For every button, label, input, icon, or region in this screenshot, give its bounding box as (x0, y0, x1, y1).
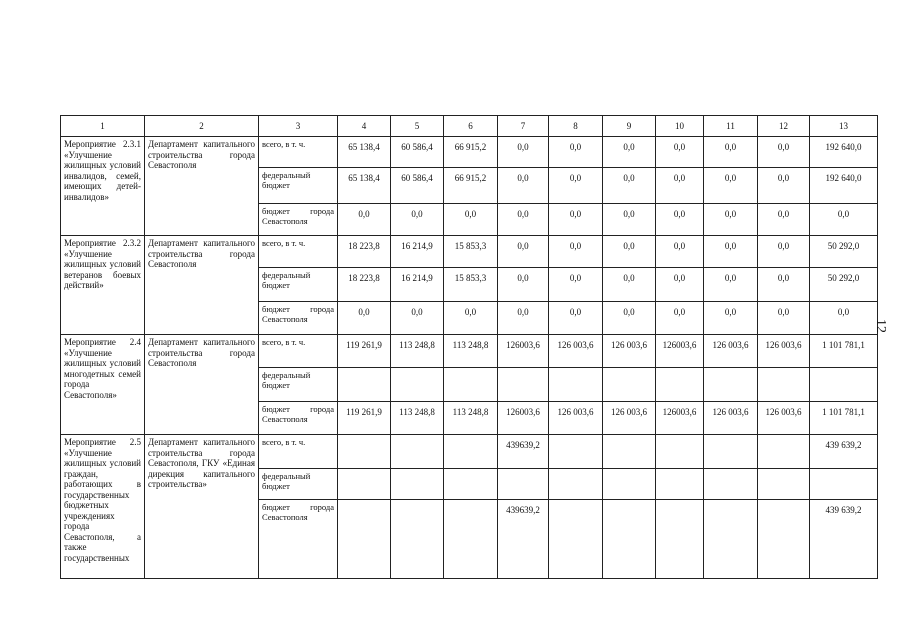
value-cell: 0,0 (704, 137, 758, 168)
value-cell: 126 003,6 (704, 402, 758, 435)
value-cell: 18 223,8 (338, 268, 391, 302)
value-cell: 0,0 (704, 168, 758, 204)
financing-table (60, 115, 878, 579)
header-cell: 3 (259, 116, 338, 137)
value-cell: 0,0 (656, 236, 704, 268)
value-cell (549, 368, 603, 402)
value-cell: 66 915,2 (444, 137, 498, 168)
value-cell: 60 586,4 (391, 168, 444, 204)
value-cell: 439 639,2 (810, 435, 878, 469)
value-cell (549, 469, 603, 500)
value-cell: 0,0 (810, 302, 878, 335)
agency-cell: Департамент капитального строительства города Севастополя (145, 137, 259, 236)
value-cell: 0,0 (549, 168, 603, 204)
source-cell: федеральный бюджет (259, 168, 338, 204)
agency-cell: Департамент капитального строительства города Севастополя (145, 335, 259, 435)
value-cell: 0,0 (656, 168, 704, 204)
source-cell: федеральный бюджет (259, 469, 338, 500)
value-cell: 0,0 (758, 137, 810, 168)
value-cell (656, 368, 704, 402)
value-cell: 0,0 (603, 302, 656, 335)
value-cell: 126003,6 (498, 402, 549, 435)
value-cell: 0,0 (498, 268, 549, 302)
value-cell: 0,0 (498, 302, 549, 335)
value-cell (549, 435, 603, 469)
value-cell: 0,0 (603, 268, 656, 302)
value-cell: 0,0 (758, 236, 810, 268)
value-cell: 0,0 (758, 168, 810, 204)
value-cell: 113 248,8 (391, 335, 444, 368)
value-cell (338, 500, 391, 579)
value-cell: 1 101 781,1 (810, 335, 878, 368)
value-cell: 0,0 (704, 236, 758, 268)
measure-cell: Мероприятие 2.3.1 «Улучшение жилищных условий инвалидов, семей, имеющих детей-инвалидов» (61, 137, 145, 236)
header-cell: 8 (549, 116, 603, 137)
value-cell: 0,0 (704, 268, 758, 302)
value-cell (498, 469, 549, 500)
header-cell: 1 (61, 116, 145, 137)
measure-cell: Мероприятие 2.5 «Улучшение жилищных условий граждан, работающих в государственных бюджетных учреждениях города Севастополя, а также государственных (61, 435, 145, 579)
value-cell (704, 435, 758, 469)
value-cell (758, 500, 810, 579)
value-cell: 15 853,3 (444, 236, 498, 268)
page-number: 12 (873, 319, 888, 333)
value-cell: 15 853,3 (444, 268, 498, 302)
header-cell: 13 (810, 116, 878, 137)
header-row (61, 116, 878, 137)
measure-cell: Мероприятие 2.4 «Улучшение жилищных условий многодетных семей города Севастополя» (61, 335, 145, 435)
header-cell: 11 (704, 116, 758, 137)
value-cell: 119 261,9 (338, 402, 391, 435)
value-cell: 126 003,6 (603, 402, 656, 435)
value-cell (603, 469, 656, 500)
source-cell: всего, в т. ч. (259, 236, 338, 268)
value-cell: 0,0 (498, 168, 549, 204)
source-cell: бюджет города Севастополя (259, 204, 338, 236)
value-cell: 0,0 (656, 204, 704, 236)
value-cell: 126 003,6 (603, 335, 656, 368)
value-cell: 50 292,0 (810, 268, 878, 302)
value-cell: 0,0 (444, 204, 498, 236)
value-cell (338, 435, 391, 469)
value-cell: 0,0 (549, 204, 603, 236)
value-cell: 66 915,2 (444, 168, 498, 204)
value-cell: 439639,2 (498, 435, 549, 469)
header-cell: 9 (603, 116, 656, 137)
source-cell: федеральный бюджет (259, 368, 338, 402)
source-cell: всего, в т. ч. (259, 335, 338, 368)
value-cell: 1 101 781,1 (810, 402, 878, 435)
value-cell (444, 435, 498, 469)
value-cell: 0,0 (549, 302, 603, 335)
value-cell: 0,0 (758, 204, 810, 236)
value-cell: 0,0 (549, 137, 603, 168)
value-cell: 113 248,8 (444, 335, 498, 368)
value-cell: 0,0 (549, 236, 603, 268)
value-cell: 126 003,6 (704, 335, 758, 368)
source-cell: бюджет города Севастополя (259, 402, 338, 435)
value-cell (391, 469, 444, 500)
value-cell: 126 003,6 (549, 402, 603, 435)
value-cell (603, 435, 656, 469)
value-cell (444, 469, 498, 500)
value-cell: 126003,6 (656, 402, 704, 435)
value-cell: 0,0 (656, 137, 704, 168)
value-cell (549, 500, 603, 579)
value-cell: 126 003,6 (758, 335, 810, 368)
agency-cell: Департамент капитального строительства города Севастополя (145, 236, 259, 335)
table-row (61, 137, 878, 168)
value-cell: 0,0 (704, 204, 758, 236)
value-cell: 126 003,6 (758, 402, 810, 435)
value-cell: 0,0 (391, 302, 444, 335)
measure-cell: Мероприятие 2.3.2 «Улучшение жилищных условий ветеранов боевых действий» (61, 236, 145, 335)
header-cell: 6 (444, 116, 498, 137)
value-cell (444, 500, 498, 579)
value-cell: 0,0 (656, 302, 704, 335)
value-cell: 439639,2 (498, 500, 549, 579)
value-cell: 65 138,4 (338, 168, 391, 204)
value-cell (810, 469, 878, 500)
value-cell: 192 640,0 (810, 168, 878, 204)
value-cell (704, 368, 758, 402)
value-cell (704, 500, 758, 579)
value-cell: 126003,6 (656, 335, 704, 368)
table-body (61, 116, 878, 579)
value-cell: 126003,6 (498, 335, 549, 368)
value-cell: 0,0 (338, 204, 391, 236)
table-row (61, 236, 878, 268)
header-cell: 5 (391, 116, 444, 137)
value-cell (498, 368, 549, 402)
value-cell: 0,0 (656, 268, 704, 302)
value-cell: 18 223,8 (338, 236, 391, 268)
value-cell: 60 586,4 (391, 137, 444, 168)
value-cell: 0,0 (549, 268, 603, 302)
value-cell: 0,0 (758, 268, 810, 302)
value-cell: 16 214,9 (391, 236, 444, 268)
value-cell: 0,0 (758, 302, 810, 335)
value-cell: 0,0 (603, 137, 656, 168)
value-cell: 16 214,9 (391, 268, 444, 302)
value-cell (758, 435, 810, 469)
header-cell: 7 (498, 116, 549, 137)
value-cell (758, 469, 810, 500)
value-cell: 0,0 (704, 302, 758, 335)
source-cell: федеральный бюджет (259, 268, 338, 302)
value-cell (656, 469, 704, 500)
value-cell: 0,0 (603, 204, 656, 236)
value-cell: 0,0 (603, 168, 656, 204)
value-cell (704, 469, 758, 500)
agency-cell: Департамент капитального строительства города Севастополя, ГКУ «Единая дирекция капитального строительства» (145, 435, 259, 579)
source-cell: бюджет города Севастополя (259, 302, 338, 335)
value-cell: 0,0 (498, 204, 549, 236)
value-cell: 119 261,9 (338, 335, 391, 368)
value-cell (444, 368, 498, 402)
value-cell (656, 500, 704, 579)
value-cell: 113 248,8 (444, 402, 498, 435)
value-cell: 113 248,8 (391, 402, 444, 435)
value-cell: 192 640,0 (810, 137, 878, 168)
source-cell: всего, в т. ч. (259, 435, 338, 469)
value-cell: 439 639,2 (810, 500, 878, 579)
value-cell (338, 469, 391, 500)
table-row (61, 335, 878, 368)
table-row (61, 435, 878, 469)
header-cell: 2 (145, 116, 259, 137)
value-cell: 126 003,6 (549, 335, 603, 368)
header-cell: 10 (656, 116, 704, 137)
value-cell: 50 292,0 (810, 236, 878, 268)
value-cell (391, 500, 444, 579)
value-cell (603, 368, 656, 402)
header-cell: 4 (338, 116, 391, 137)
value-cell (391, 368, 444, 402)
value-cell (656, 435, 704, 469)
value-cell: 0,0 (391, 204, 444, 236)
value-cell (758, 368, 810, 402)
value-cell: 0,0 (338, 302, 391, 335)
value-cell: 0,0 (498, 236, 549, 268)
header-cell: 12 (758, 116, 810, 137)
value-cell: 65 138,4 (338, 137, 391, 168)
value-cell: 0,0 (498, 137, 549, 168)
value-cell: 0,0 (810, 204, 878, 236)
value-cell (338, 368, 391, 402)
source-cell: всего, в т. ч. (259, 137, 338, 168)
value-cell (391, 435, 444, 469)
value-cell: 0,0 (444, 302, 498, 335)
source-cell: бюджет города Севастополя (259, 500, 338, 579)
value-cell (810, 368, 878, 402)
value-cell (603, 500, 656, 579)
value-cell: 0,0 (603, 236, 656, 268)
